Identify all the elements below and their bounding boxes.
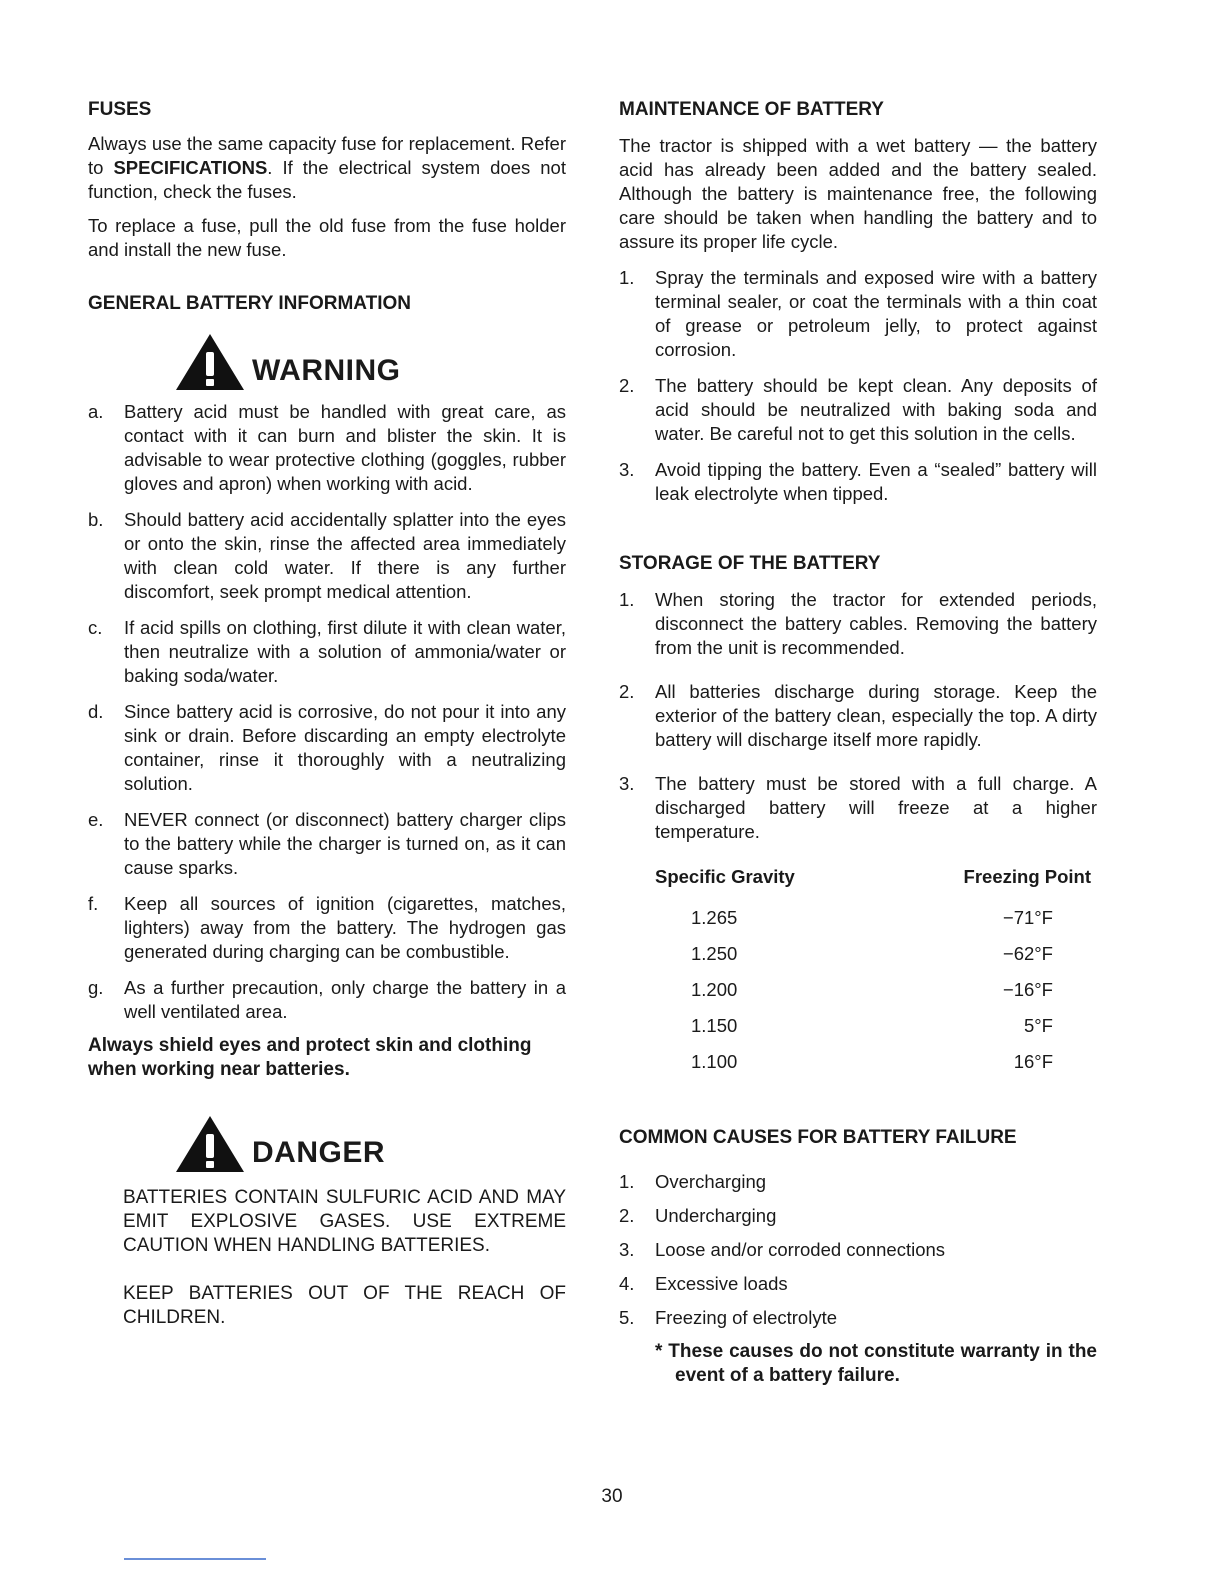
list-marker: 5. — [619, 1307, 635, 1328]
list-item — [88, 808, 566, 880]
storage-list — [619, 588, 1097, 844]
list-marker: f. — [88, 893, 99, 914]
list-text: Excessive loads — [655, 1273, 788, 1294]
list-item — [88, 976, 566, 1024]
shield-eyes-note: Always shield eyes and protect skin and clothing when working near batteries. — [88, 1035, 532, 1080]
list-marker: 1. — [619, 589, 635, 610]
list-text: Spray the terminals and exposed wire with a battery terminal sealer, or coat the terminals with a thin coat of grease or petroleum jelly, to protect against corrosion. — [655, 267, 1097, 360]
danger-triangle-icon — [174, 1114, 246, 1174]
gravity-cell: 1.150 — [691, 1015, 738, 1036]
danger-text-1: BATTERIES CONTAIN SULFURIC ACID AND MAY EMIT EXPLOSIVE GASES. USE EXTREME CAUTION WHEN HANDLING BATTERIES. — [123, 1187, 566, 1256]
gravity-cell: 1.265 — [691, 907, 738, 928]
list-text: Freezing of electrolyte — [655, 1307, 838, 1328]
list-item — [88, 508, 566, 604]
fuses-p1-text-end: . If the electrical system does not function, check the fuses. — [88, 157, 566, 202]
table-header-row — [655, 864, 1091, 900]
list-item — [619, 458, 1097, 506]
failure-list — [619, 1170, 1097, 1330]
list-marker: 1. — [619, 267, 635, 288]
table-row — [655, 936, 1091, 972]
list-marker: 2. — [619, 681, 635, 702]
failure-heading: COMMON CAUSES FOR BATTERY FAILURE — [619, 1127, 1017, 1148]
storage-heading: STORAGE OF THE BATTERY — [619, 553, 881, 574]
right-column — [619, 98, 1097, 1388]
freezing-cell: −62°F — [1002, 943, 1053, 964]
general-battery-heading: GENERAL BATTERY INFORMATION — [88, 293, 411, 314]
list-item — [88, 400, 566, 496]
table-row — [655, 900, 1091, 936]
list-marker: 2. — [619, 375, 635, 396]
fuses-paragraph-2: To replace a fuse, pull the old fuse from the fuse holder and install the new fuse. — [88, 215, 566, 260]
table-row — [655, 1008, 1091, 1044]
list-marker: c. — [88, 617, 103, 638]
warning-label: WARNING — [252, 354, 401, 387]
freezing-point-table — [655, 864, 1091, 1080]
list-item — [619, 266, 1097, 362]
list-text: Avoid tipping the battery. Even a “sealed” battery will leak electrolyte when tipped. — [655, 459, 1097, 504]
list-item — [619, 680, 1097, 752]
list-text: Battery acid must be handled with great care, as contact with it can burn and blister the skin. It is advisable to wear protective clothing (goggles, rubber gloves and apron) when working with acid. — [124, 401, 566, 494]
list-marker: 3. — [619, 773, 635, 794]
list-item — [619, 1170, 1097, 1194]
maintenance-intro: The tractor is shipped with a wet battery — the battery acid has already been added and the battery sealed. Although the battery is maintenance free, the following care should be taken when handling the battery and to assure its proper life cycle. — [619, 135, 1097, 252]
list-item — [619, 1238, 1097, 1262]
list-item — [619, 1204, 1097, 1228]
warning-triangle-icon — [174, 332, 246, 392]
list-item — [619, 588, 1097, 660]
gravity-cell: 1.100 — [691, 1051, 738, 1072]
warning-banner — [174, 332, 566, 392]
list-text: NEVER connect (or disconnect) battery charger clips to the battery while the charger is turned on, as it can cause sparks. — [124, 809, 566, 878]
maintenance-heading: MAINTENANCE OF BATTERY — [619, 99, 884, 120]
list-marker: 3. — [619, 1239, 635, 1260]
list-text: As a further precaution, only charge the battery in a well ventilated area. — [124, 977, 566, 1022]
left-column — [88, 98, 566, 1330]
list-item — [619, 374, 1097, 446]
list-item — [619, 1306, 1097, 1330]
list-text: The battery must be stored with a full charge. A discharged battery will freeze at a higher temperature. — [655, 773, 1097, 842]
list-text: Overcharging — [655, 1171, 767, 1192]
gravity-cell: 1.250 — [691, 943, 738, 964]
list-marker: a. — [88, 401, 104, 422]
list-marker: d. — [88, 701, 104, 722]
list-marker: 1. — [619, 1171, 635, 1192]
list-item — [88, 700, 566, 796]
list-text: Since battery acid is corrosive, do not pour it into any sink or drain. Before discarding an empty electrolyte container, rinse it thoroughly with a neutralizing solution. — [124, 701, 566, 794]
warranty-footnote: * These causes do not constitute warranty in the event of a battery failure. — [655, 1341, 1097, 1386]
general-battery-list — [88, 400, 566, 1024]
danger-banner — [174, 1114, 566, 1174]
list-marker: 2. — [619, 1205, 635, 1226]
danger-text-2: KEEP BATTERIES OUT OF THE REACH OF CHILDREN. — [123, 1283, 566, 1328]
freezing-point-header: Freezing Point — [963, 866, 1091, 887]
specifications-reference: SPECIFICATIONS — [113, 157, 268, 178]
list-text: When storing the tractor for extended periods, disconnect the battery cables. Removing the battery from the unit is recommended. — [655, 589, 1097, 658]
list-text: If acid spills on clothing, first dilute it with clean water, then neutralize with a solution of ammonia/water or baking soda/water. — [124, 617, 566, 686]
page-number: 30 — [601, 1486, 623, 1507]
list-item — [619, 1272, 1097, 1296]
maintenance-list — [619, 266, 1097, 506]
list-text: Should battery acid accidentally splatter into the eyes or onto the skin, rinse the affected area immediately with clean cold water. If there is any further discomfort, seek prompt medical attention. — [124, 509, 566, 602]
specific-gravity-header: Specific Gravity — [655, 866, 795, 887]
freezing-cell: −71°F — [1002, 907, 1053, 928]
list-marker: 3. — [619, 459, 635, 480]
bottom-rule — [124, 1558, 266, 1560]
danger-label: DANGER — [252, 1136, 386, 1169]
list-marker: b. — [88, 509, 104, 530]
list-text: Keep all sources of ignition (cigarettes, matches, lighters) away from the battery. The hydrogen gas generated during charging can be combustible. — [124, 893, 566, 962]
list-marker: 4. — [619, 1273, 635, 1294]
freezing-cell: 5°F — [1024, 1015, 1053, 1036]
list-marker: e. — [88, 809, 104, 830]
list-text: Undercharging — [655, 1205, 777, 1226]
list-item — [88, 616, 566, 688]
fuses-p1-text: Always use the same capacity fuse for replacement. Refer to — [88, 133, 566, 178]
list-text: The battery should be kept clean. Any deposits of acid should be neutralized with baking soda and water. Be careful not to get this solution in the cells. — [655, 375, 1097, 444]
list-item — [619, 772, 1097, 844]
fuses-paragraph-1 — [88, 132, 566, 204]
list-text: Loose and/or corroded connections — [655, 1239, 946, 1260]
table-row — [655, 972, 1091, 1008]
freezing-cell: −16°F — [1002, 979, 1053, 1000]
list-item — [88, 892, 566, 964]
list-text: All batteries discharge during storage. Keep the exterior of the battery clean, especially the top. A dirty battery will discharge itself more rapidly. — [655, 681, 1097, 750]
freezing-cell: 16°F — [1013, 1051, 1053, 1072]
list-marker: g. — [88, 977, 104, 998]
table-row — [655, 1044, 1091, 1080]
gravity-cell: 1.200 — [691, 979, 738, 1000]
fuses-heading: FUSES — [88, 99, 152, 120]
